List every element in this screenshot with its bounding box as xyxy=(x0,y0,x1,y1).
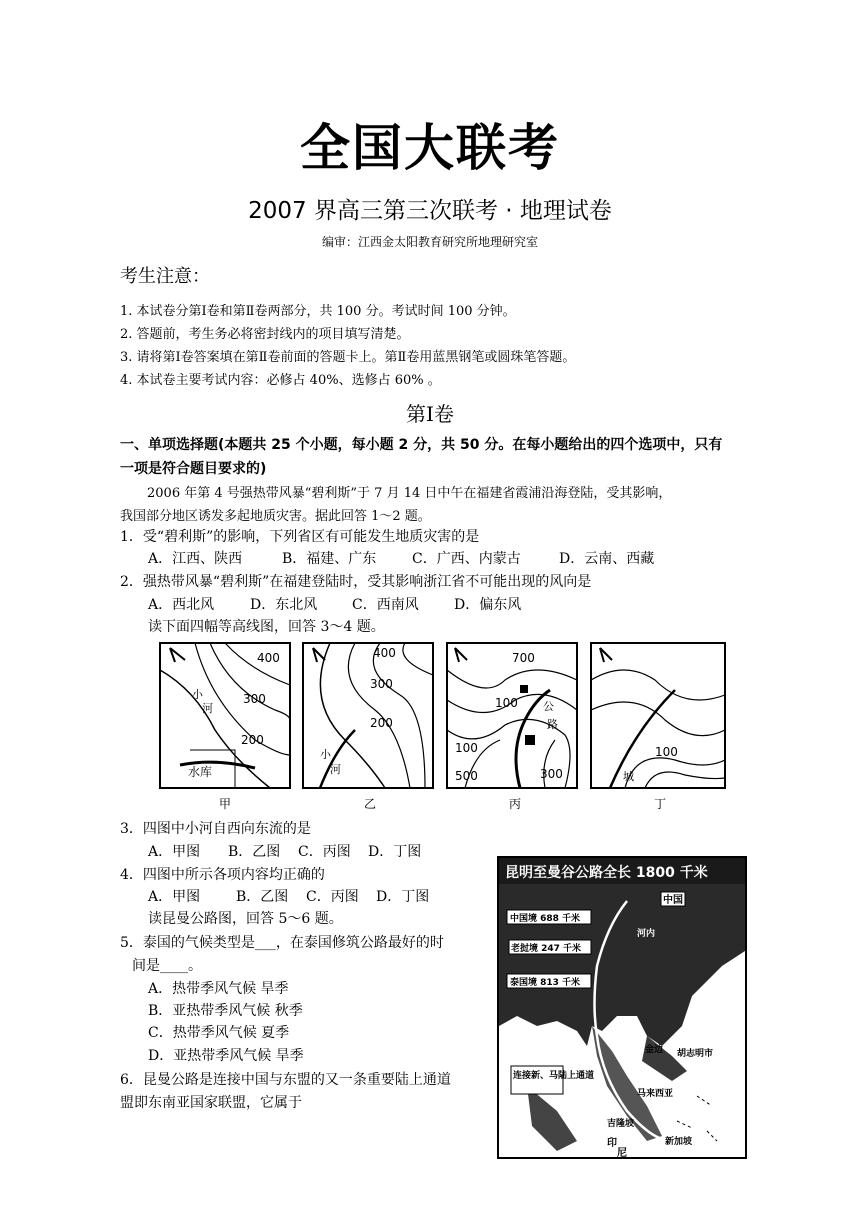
option: C．热带季风气候 夏季 xyxy=(148,1025,290,1041)
road-label: 路 xyxy=(547,718,558,731)
contour-label: 700 xyxy=(512,651,535,665)
notice-item: 3. 请将第Ⅰ卷答案填在第Ⅱ卷前面的答题卡上。第Ⅱ卷用蓝黑钢笔或圆珠笔答题。 xyxy=(120,350,576,365)
notice-item: 1. 本试卷分第Ⅰ卷和第Ⅱ卷两部分，共 100 分。考试时间 100 分钟。 xyxy=(120,304,516,319)
place-label: 金边 xyxy=(645,1045,664,1055)
notice-item: 2. 答题前，考生务必将密封线内的项目填写清楚。 xyxy=(120,327,410,342)
place-label: 仰光 xyxy=(515,1027,534,1037)
section-title: 第Ⅰ卷 xyxy=(406,402,454,426)
map-caption: 丙 xyxy=(508,797,521,811)
place-label: 中国 xyxy=(663,895,683,906)
road-label: 公 xyxy=(543,700,554,713)
road-segment-label: 泰国境 813 千米 xyxy=(510,978,581,988)
road-map-figure xyxy=(497,856,747,1159)
contour-map-ding xyxy=(591,643,725,788)
option: D．云南、西藏 xyxy=(559,551,655,567)
option: D．偏东风 xyxy=(454,597,522,613)
place-label: 河内 xyxy=(637,929,656,939)
contour-label: 100 xyxy=(495,696,518,710)
map-caption: 甲 xyxy=(218,797,231,811)
river-label: 小 xyxy=(192,688,203,701)
exam-title: 全国大联考 xyxy=(300,119,560,177)
river-label: 河 xyxy=(330,763,341,776)
question-stem: 盟即东南亚国家联盟，它属于 xyxy=(120,1095,302,1111)
option: A．江西、陕西 xyxy=(148,551,243,567)
contour-label: 400 xyxy=(373,646,396,660)
place-label: 胡志明市 xyxy=(677,1049,714,1059)
contour-map-yi xyxy=(303,643,433,788)
contour-label: 100 xyxy=(655,745,678,759)
contour-map-jia xyxy=(160,643,290,788)
question-stem: 1．受“碧利斯”的影响，下列省区有可能发生地质灾害的是 xyxy=(120,529,480,545)
question-stem: 2．强热带风暴“碧利斯”在福建登陆时，受其影响浙江省不可能出现的风向是 xyxy=(120,574,592,590)
road-map-title: 昆明至曼谷公路全长 1800 千米 xyxy=(505,865,708,881)
question-stem: 5．泰国的气候类型是___，在泰国修筑公路最好的时 xyxy=(120,935,444,951)
place-label: 马来西亚 xyxy=(637,1089,674,1099)
option: D．东北风 xyxy=(250,597,318,613)
option: C．丙图 xyxy=(306,889,359,905)
contour-label: 200 xyxy=(370,716,393,730)
section-instruction: 一项是符合题目要求的) xyxy=(120,461,267,477)
map-caption: 丁 xyxy=(653,797,666,811)
place-label: 吉隆坡 xyxy=(607,1119,635,1129)
passage: 2006 年第 4 号强热带风暴“碧利斯”于 7 月 14 日中午在福建省霞浦沿海登陆，受其影响， xyxy=(147,486,672,501)
contour-label: 100 xyxy=(455,741,478,755)
question-stem: 4．四图中所示各项内容均正确的 xyxy=(120,867,325,883)
notice-item: 4. 本试卷主要考试内容：必修占 40%、选修占 60% 。 xyxy=(120,373,441,388)
option: C．丙图 xyxy=(298,844,351,860)
option: B．福建、广东 xyxy=(282,551,377,567)
contour-label: 500 xyxy=(455,769,478,783)
place-label: 尼 xyxy=(617,1148,627,1159)
contour-label: 300 xyxy=(243,692,266,706)
question-stem: 6．昆曼公路是连接中国与东盟的又一条重要陆上通道 xyxy=(120,1072,451,1088)
option: D．亚热带季风气候 旱季 xyxy=(148,1048,304,1064)
option: D．丁图 xyxy=(368,844,422,860)
contour-label: 300 xyxy=(370,677,393,691)
option: A．热带季风气候 旱季 xyxy=(148,981,289,997)
editor-line: 编审：江西金太阳教育研究所地理研究室 xyxy=(321,235,538,249)
town-label: 城 xyxy=(623,770,634,783)
road-segment-label: 中国境 688 千米 xyxy=(510,914,581,924)
question-stem: 间是____。 xyxy=(132,958,202,974)
question-stem: 3．四图中小河自西向东流的是 xyxy=(120,821,311,837)
reservoir-label: 水库 xyxy=(188,765,213,779)
place-label: 印 xyxy=(607,1138,617,1149)
contour-maps-figure xyxy=(155,640,745,815)
option: C．西南风 xyxy=(352,597,419,613)
road-segment-label: 老挝境 247 千米 xyxy=(511,944,582,954)
exam-subtitle: 2007 界高三第三次联考 · 地理试卷 xyxy=(248,198,612,224)
contour-label: 300 xyxy=(540,767,563,781)
instruction: 读昆曼公路图，回答 5～6 题。 xyxy=(148,911,343,927)
river-label: 小 xyxy=(320,748,331,761)
contour-map-bing xyxy=(447,643,577,788)
option: D．丁图 xyxy=(376,889,430,905)
instruction: 读下面四幅等高线图，回答 3～4 题。 xyxy=(148,619,385,635)
place-label: 新加坡 xyxy=(665,1137,693,1147)
map-caption: 乙 xyxy=(363,797,376,811)
option: B．乙图 xyxy=(236,889,289,905)
option: B．亚热带季风气候 秋季 xyxy=(148,1003,303,1019)
option: A．西北风 xyxy=(148,597,215,613)
option: A．甲图 xyxy=(148,844,201,860)
section-instruction: 一、单项选择题(本题共 25 个小题，每小题 2 分，共 50 分。在每小题给出的四个选项中，只有 xyxy=(120,437,723,453)
river-label: 河 xyxy=(202,702,213,715)
passage: 我国部分地区诱发多起地质灾害。据此回答 1～2 题。 xyxy=(120,509,431,524)
option: A．甲图 xyxy=(148,889,201,905)
contour-label: 400 xyxy=(257,651,280,665)
contour-label: 200 xyxy=(241,733,264,747)
place-label: 连接新、马陆上通道 xyxy=(513,1071,595,1081)
option: C．广西、内蒙古 xyxy=(412,551,521,567)
option: B．乙图 xyxy=(228,844,281,860)
notice-heading: 考生注意： xyxy=(120,266,210,287)
